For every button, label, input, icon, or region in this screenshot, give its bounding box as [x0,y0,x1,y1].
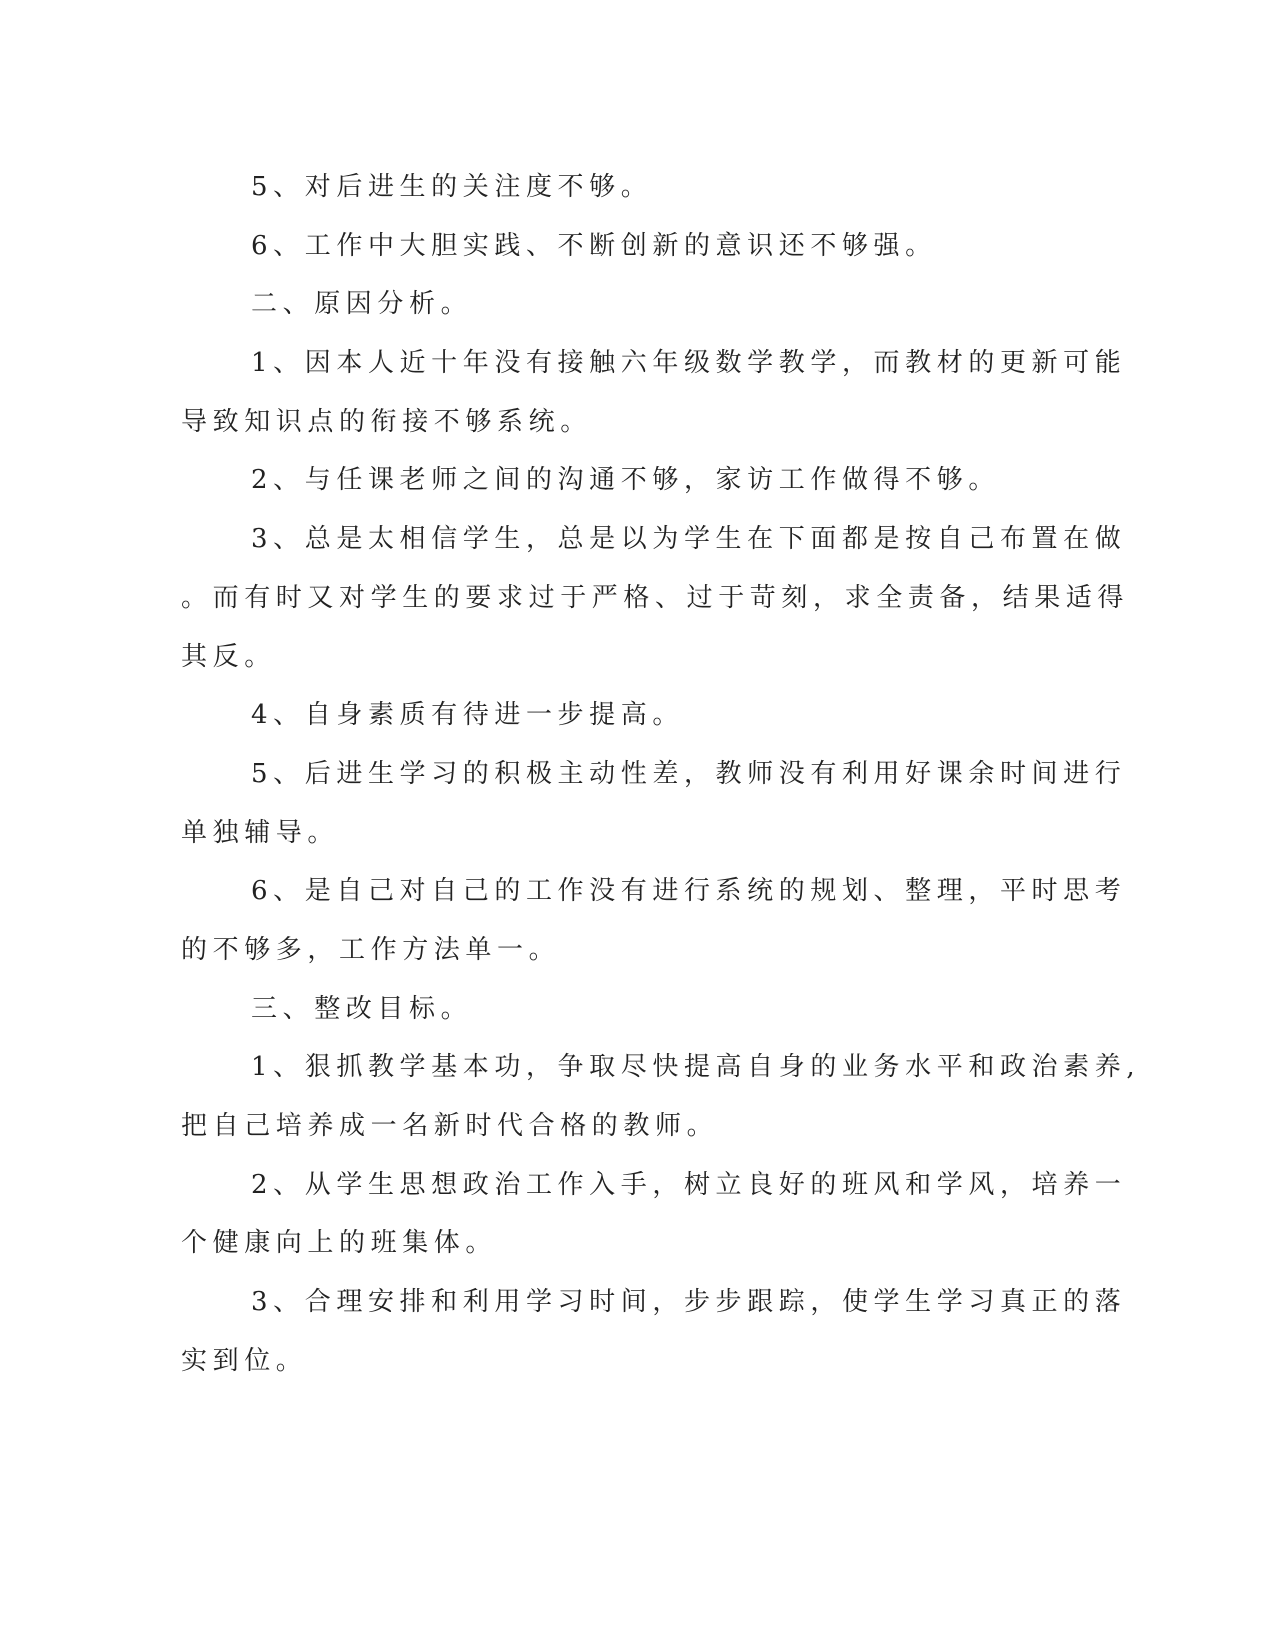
text-line: 个健康向上的班集体。 [181,1228,498,1259]
text-line: 其反。 [181,641,276,672]
text-line: 3、总是太相信学生，总是以为学生在下面都是按自己布置在做 [251,524,1127,555]
section-heading: 三、整改目标。 [251,993,473,1024]
text-line: 5、后进生学习的积极主动性差，教师没有利用好课余时间进行 [251,758,1127,789]
text-line: 1、狠抓教学基本功，争取尽快提高自身的业务水平和政治素养, [251,1052,1141,1083]
text-line: 6、工作中大胆实践、不断创新的意识还不够强。 [251,230,937,261]
text-line: 4、自身素质有待进一步提高。 [251,700,684,731]
section-heading: 二、原因分析。 [251,289,473,320]
text-line: 2、与任课老师之间的沟通不够，家访工作做得不够。 [251,465,1000,496]
text-line: 6、是自己对自己的工作没有进行系统的规划、整理，平时思考 [251,876,1127,907]
text-line: 单独辅导。 [181,817,340,848]
text-line: 1、因本人近十年没有接触六年级数学教学，而教材的更新可能 [251,348,1127,379]
text-line: 。而有时又对学生的要求过于严格、过于苛刻，求全责备，结果适得 [181,582,1130,613]
text-line: 2、从学生思想政治工作入手，树立良好的班风和学风，培养一 [251,1169,1127,1200]
text-line: 5、对后进生的关注度不够。 [251,172,653,202]
text-line: 3、合理安排和利用学习时间，步步跟踪，使学生学习真正的落 [251,1287,1127,1318]
document-body [181,158,1141,1390]
text-line: 实到位。 [181,1345,308,1376]
text-line: 的不够多，工作方法单一。 [181,934,561,965]
text-line: 导致知识点的衔接不够系统。 [181,406,592,437]
text-line: 把自己培养成一名新时代合格的教师。 [181,1111,719,1141]
